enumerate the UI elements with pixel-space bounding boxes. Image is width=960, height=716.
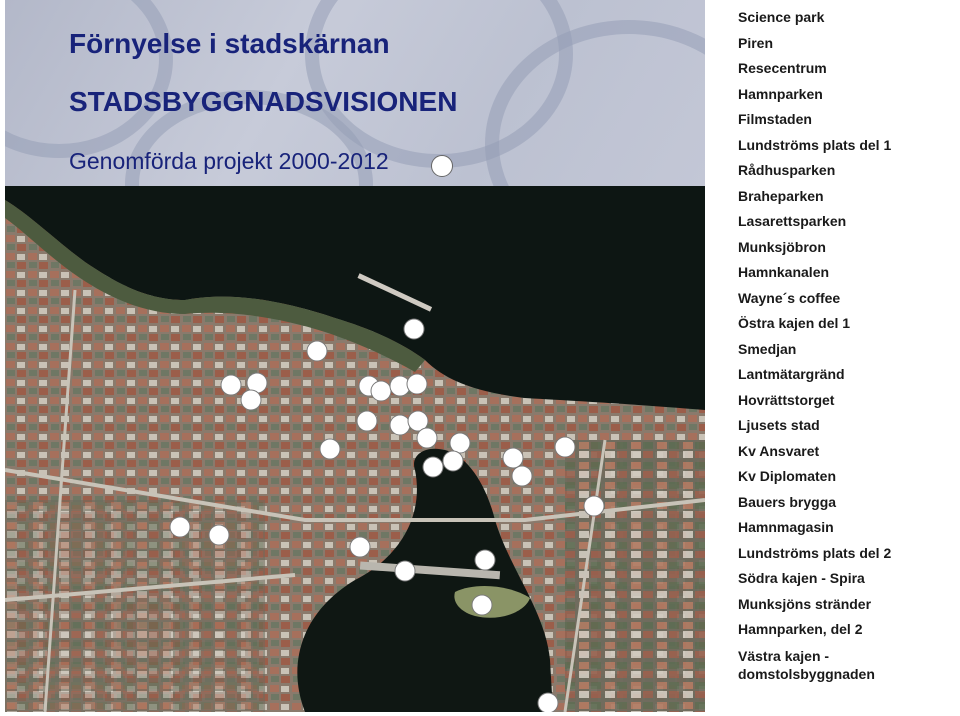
- project-marker: [404, 319, 424, 339]
- list-item: Kv Diplomaten: [738, 468, 837, 484]
- list-item: Lundströms plats del 1: [738, 136, 892, 153]
- list-item: Munksjöns stränder: [738, 595, 872, 612]
- project-marker: [475, 550, 495, 570]
- list-item: Rådhusparken: [738, 162, 836, 178]
- title-banner: [5, 0, 705, 186]
- list-item: Hovrättstorget: [738, 391, 835, 408]
- project-marker: [241, 390, 261, 410]
- legend-marker-icon: [431, 155, 453, 177]
- project-marker: [395, 561, 415, 581]
- project-marker: [221, 375, 241, 395]
- project-marker: [584, 496, 604, 516]
- project-marker: [407, 374, 427, 394]
- list-item: Hamnkanalen: [738, 264, 830, 280]
- list-item: Bauers brygga: [738, 493, 837, 510]
- project-marker: [170, 517, 190, 537]
- list-item: Lasarettsparken: [738, 213, 847, 229]
- project-marker: [472, 595, 492, 615]
- list-item: Smedjan: [738, 340, 797, 357]
- list-item: Ljusets stad: [738, 417, 820, 433]
- list-item: Södra kajen - Spira: [738, 570, 865, 586]
- project-marker: [450, 433, 470, 453]
- list-item: Lundströms plats del 2: [738, 544, 892, 561]
- projects-heading: Genomförda projekt 2000-2012: [69, 148, 389, 174]
- project-marker: [555, 437, 575, 457]
- project-marker: [209, 525, 229, 545]
- list-item: Resecentrum: [738, 60, 827, 76]
- project-list: [738, 5, 958, 683]
- project-marker: [350, 537, 370, 557]
- list-item: Kv Ansvaret: [738, 442, 820, 459]
- page-title: Förnyelse i stadskärnan: [69, 28, 390, 59]
- list-item: Piren: [738, 34, 774, 51]
- project-marker: [503, 448, 523, 468]
- list-item: Filmstaden: [738, 111, 812, 127]
- page-subtitle: STADSBYGGNADSVISIONEN: [69, 86, 458, 117]
- list-item: Science park: [738, 9, 825, 25]
- list-item: Lantmätargränd: [738, 366, 845, 382]
- list-item: Hamnparken, del 2: [738, 621, 863, 637]
- list-item: Braheparken: [738, 187, 824, 204]
- project-marker: [423, 457, 443, 477]
- project-marker: [417, 428, 437, 448]
- project-marker: [320, 439, 340, 459]
- project-marker: [512, 466, 532, 486]
- list-item: Hamnparken: [738, 85, 823, 102]
- project-marker: [443, 451, 463, 471]
- project-marker: [390, 415, 410, 435]
- project-marker: [371, 381, 391, 401]
- list-item: Wayne´s coffee: [738, 289, 841, 306]
- project-marker: [357, 411, 377, 431]
- project-marker: [307, 341, 327, 361]
- list-item: Munksjöbron: [738, 238, 826, 255]
- list-item: Hamnmagasin: [738, 519, 834, 535]
- project-marker: [538, 693, 558, 712]
- list-item: Västra kajen - domstolsbyggnaden: [738, 647, 875, 682]
- list-item: Östra kajen del 1: [738, 315, 851, 331]
